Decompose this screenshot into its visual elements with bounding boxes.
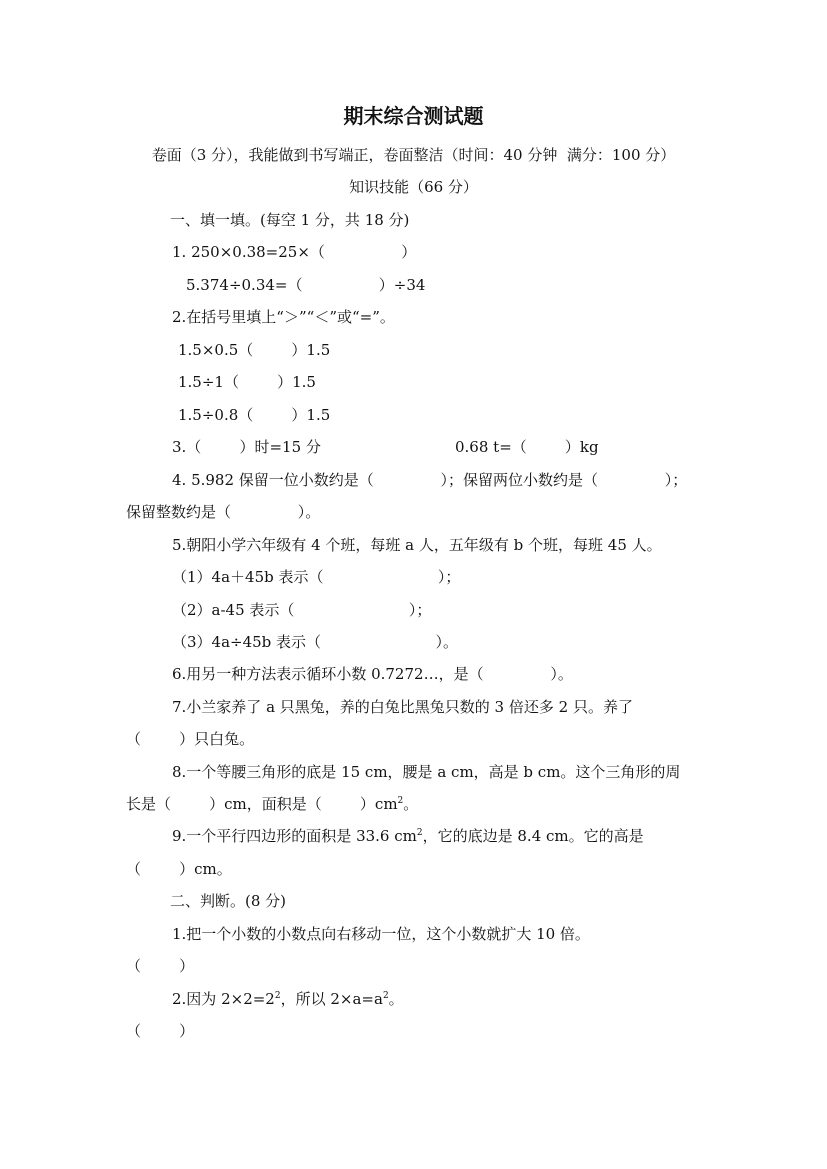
question-8b-end: 。 [403, 795, 419, 813]
judge-2-superscript-1: 2 [274, 991, 281, 1001]
question-2c: 1.5÷0.8（ ）1.5 [178, 406, 331, 424]
question-2b: 1.5÷1（ ）1.5 [178, 373, 316, 391]
question-6: 6.用另一种方法表示循环小数 0.7272…，是（ ）。 [172, 665, 573, 683]
judge-2-superscript-2: 2 [382, 991, 389, 1001]
question-5a: （1）4a＋45b 表示（ ）； [172, 568, 461, 586]
judge-1-blank: （ ） [126, 957, 195, 975]
judge-2-text: 2.因为 2×2=2 [172, 990, 275, 1008]
question-8b-text: 长是（ ）cm，面积是（ ）cm [126, 795, 398, 813]
exam-header-line: 卷面（3 分），我能做到书写端正，卷面整洁（时间：40 分钟 满分：100 分） [151, 146, 676, 164]
question-4b: 保留整数约是（ ）。 [126, 503, 321, 521]
question-8b [126, 794, 418, 814]
question-5: 5.朝阳小学六年级有 4 个班，每班 a 人，五年级有 b 个班，每班 45 人。 [172, 536, 662, 554]
question-1b: 5.374÷0.34=（ ）÷34 [186, 276, 426, 294]
question-9b: （ ）cm。 [126, 860, 232, 878]
judge-2-middle: ，所以 2×a=a [280, 990, 383, 1008]
section-heading: 知识技能（66 分） [349, 178, 478, 196]
judge-2-end: 。 [388, 990, 404, 1008]
question-9a-superscript: 2 [416, 828, 423, 838]
question-5c: （3）4a÷45b 表示（ ）。 [172, 633, 458, 651]
question-7a: 7.小兰家养了 a 只黑兔，养的白兔比黑兔只数的 3 倍还多 2 只。养了 [172, 698, 633, 716]
question-2a: 1.5×0.5（ ）1.5 [178, 341, 331, 359]
question-1a: 1. 250×0.38=25×（ ） [172, 243, 417, 261]
question-2: 2.在括号里填上“＞”“＜”或“=”。 [172, 308, 395, 326]
question-9a [172, 826, 644, 846]
judge-2-blank: （ ） [126, 1022, 195, 1040]
question-4a: 4. 5.982 保留一位小数约是（ ）；保留两位小数约是（ ）； [172, 471, 688, 489]
question-3b: 0.68 t=（ ）kg [455, 438, 599, 456]
judge-1: 1.把一个小数的小数点向右移动一位，这个小数就扩大 10 倍。 [172, 925, 590, 943]
question-9a-end: ，它的底边是 8.4 cm。它的高是 [422, 827, 644, 845]
exam-title: 期末综合测试题 [343, 104, 484, 128]
judge-2 [172, 989, 404, 1009]
question-9a-text: 9.一个平行四边形的面积是 33.6 cm [172, 827, 417, 845]
question-5b: （2）a-45 表示（ ）； [172, 601, 432, 619]
question-8b-superscript: 2 [397, 796, 404, 806]
part2-heading: 二、判断。(8 分) [170, 892, 287, 910]
part1-heading: 一、填一填。(每空 1 分，共 18 分) [170, 211, 410, 229]
question-3a: 3.（ ）时=15 分 [172, 438, 321, 456]
question-7b: （ ）只白兔。 [126, 730, 255, 748]
question-8a: 8.一个等腰三角形的底是 15 cm，腰是 a cm，高是 b cm。这个三角形的周 [172, 763, 681, 781]
